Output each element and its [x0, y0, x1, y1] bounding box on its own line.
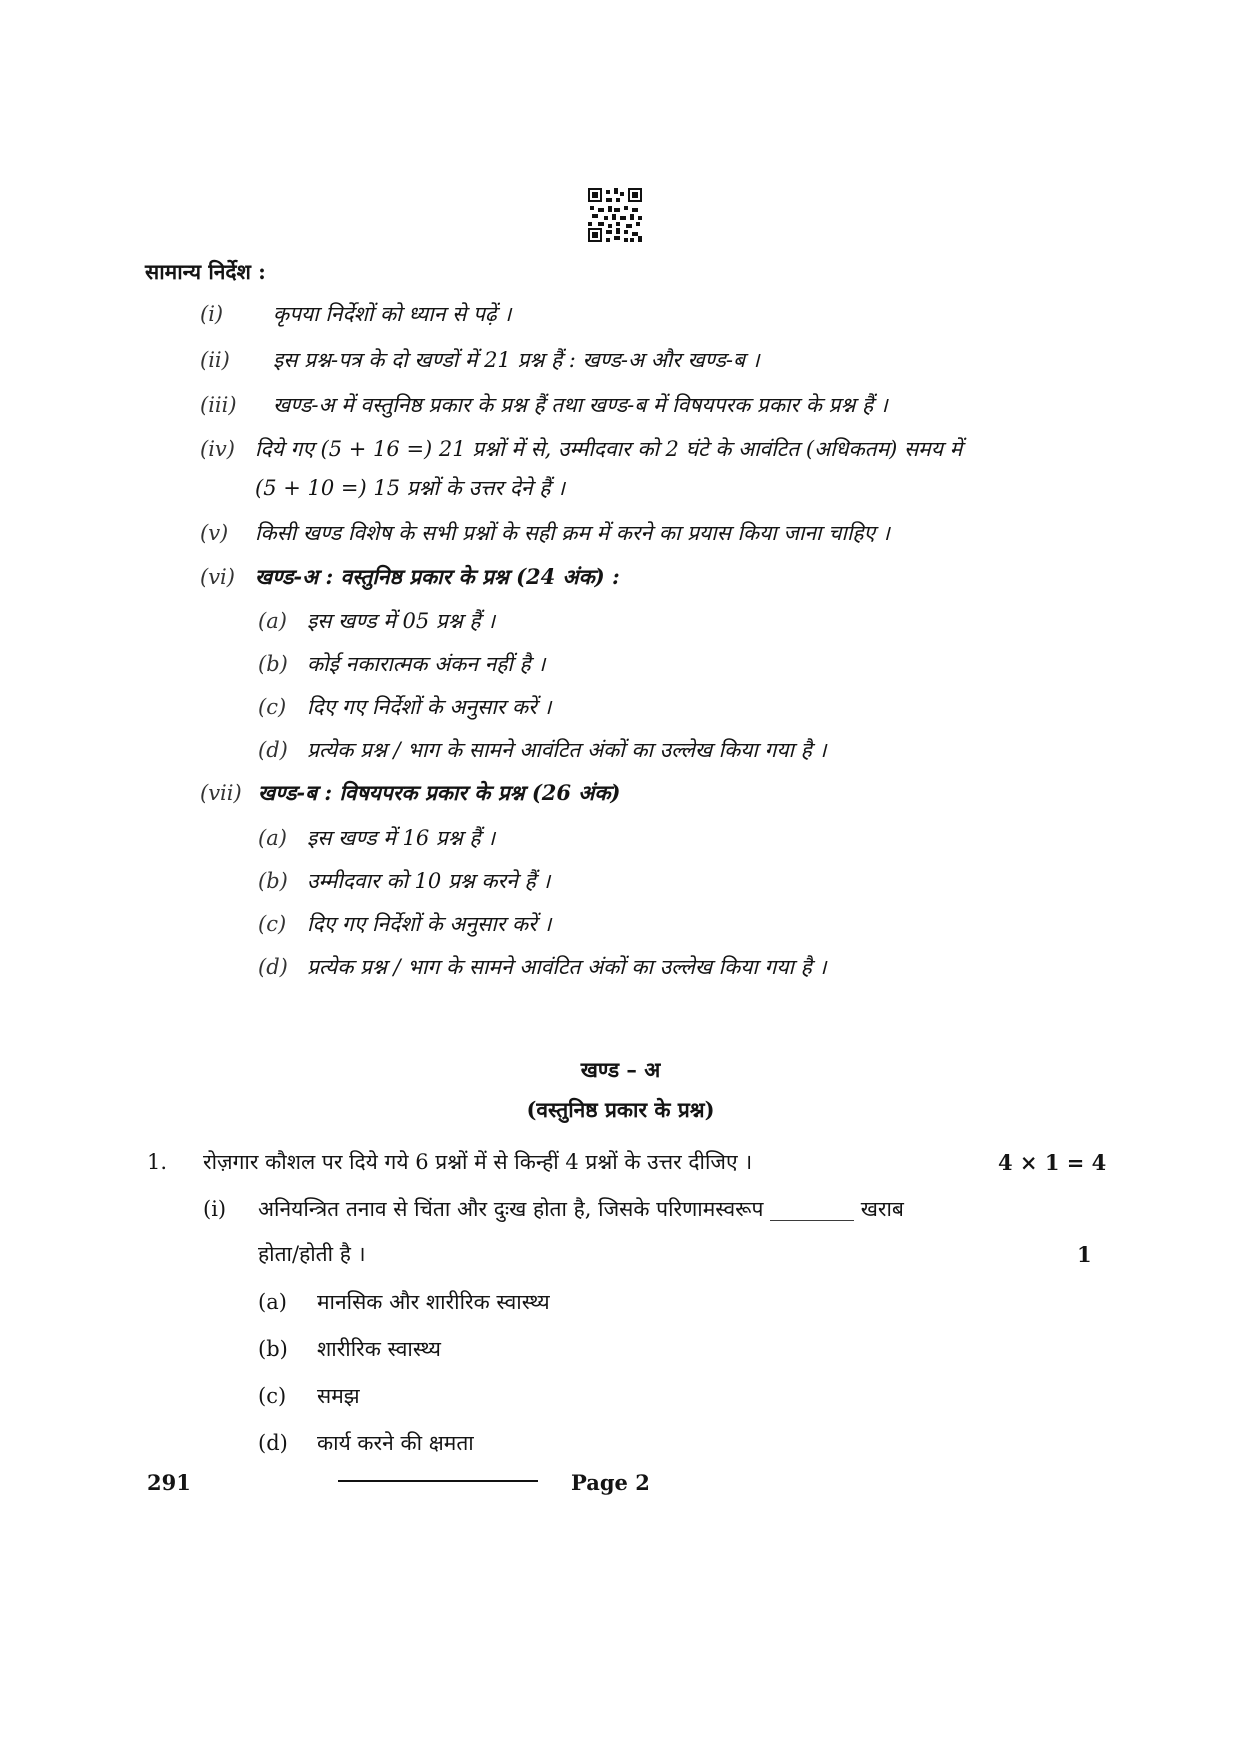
sub-item-num: (d) [258, 738, 288, 762]
sub-item-text: इस खण्ड में 16 प्रश्न हैं । [307, 826, 496, 850]
instruction-text-continued: (5 + 10 =) 15 प्रश्नों के उत्तर देने हैं । [255, 476, 566, 500]
question-text: रोज़गार कौशल पर दिये गये 6 प्रश्नों में से किन्हीं 4 प्रश्नों के उत्तर दीजिए । [203, 1150, 753, 1174]
instruction-num: (i) [200, 302, 224, 326]
section-title: खण्ड – अ [580, 1057, 661, 1082]
sub-item-text: प्रत्येक प्रश्न / भाग के सामने आवंटित अंकों का उल्लेख किया गया है । [307, 738, 827, 762]
sub-item-num: (b) [258, 869, 288, 893]
instruction-num: (ii) [200, 348, 230, 372]
sub-item-num: (c) [258, 912, 287, 936]
sub-item-num: (c) [258, 695, 287, 719]
instruction-num: (iv) [200, 437, 235, 461]
section-a-instruction: खण्ड-अ : वस्तुनिष्ठ प्रकार के प्रश्न (24 अंक) : [255, 564, 620, 589]
instruction-num: (v) [200, 521, 229, 545]
section-b-instruction: खण्ड-ब : विषयपरक प्रकार के प्रश्न (26 अंक) [258, 780, 621, 805]
sub-item-text: कोई नकारात्मक अंकन नहीं है । [307, 652, 546, 676]
sub-item-num: (a) [258, 826, 287, 850]
section-subtitle: (वस्तुनिष्ठ प्रकार के प्रश्न) [526, 1097, 715, 1122]
sub-item-text: प्रत्येक प्रश्न / भाग के सामने आवंटित अंकों का उल्लेख किया गया है । [307, 955, 827, 979]
sub-item-num: (b) [258, 652, 288, 676]
option-label: (b) [258, 1337, 288, 1361]
option-text: शारीरिक स्वास्थ्य [317, 1337, 441, 1361]
option-text: कार्य करने की क्षमता [317, 1431, 474, 1455]
instruction-text: दिये गए (5 + 16 =) 21 प्रश्नों में से, उम्मीदवार को 2 घंटे के आवंटित (अधिकतम) समय में [255, 437, 963, 461]
instruction-text: कृपया निर्देशों को ध्यान से पढ़ें । [273, 302, 512, 326]
sub-question-number: (i) [203, 1197, 227, 1221]
option-text: मानसिक और शारीरिक स्वास्थ्य [317, 1290, 550, 1314]
qr-code [588, 188, 642, 242]
instruction-num: (vii) [200, 781, 242, 805]
question-marks: 4 × 1 = 4 [998, 1150, 1107, 1175]
instruction-text: इस प्रश्न-पत्र के दो खण्डों में 21 प्रश्न हैं : खण्ड-अ और खण्ड-ब । [273, 348, 760, 372]
sub-question-text-continued: होता/होती है । [258, 1242, 366, 1266]
footer-divider [338, 1480, 538, 1482]
question-number: 1. [147, 1150, 168, 1174]
sub-item-text: इस खण्ड में 05 प्रश्न हैं । [307, 609, 496, 633]
page-number: Page 2 [571, 1470, 650, 1495]
sub-item-num: (d) [258, 955, 288, 979]
instructions-heading: सामान्य निर्देश : [145, 259, 266, 284]
sub-question-marks: 1 [1077, 1242, 1092, 1267]
option-text: समझ [317, 1384, 360, 1408]
option-label: (d) [258, 1431, 288, 1455]
paper-code: 291 [147, 1470, 191, 1495]
option-label: (a) [258, 1290, 287, 1314]
sub-item-text: उम्मीदवार को 10 प्रश्न करने हैं । [307, 869, 551, 893]
instruction-num: (iii) [200, 393, 237, 417]
instruction-num: (vi) [200, 565, 235, 589]
sub-item-num: (a) [258, 609, 287, 633]
instruction-text: खण्ड-अ में वस्तुनिष्ठ प्रकार के प्रश्न हैं तथा खण्ड-ब में विषयपरक प्रकार के प्रश्न हैं । [273, 393, 888, 417]
sub-question-text: अनियन्त्रित तनाव से चिंता और दुःख होता है, जिसके परिणामस्वरूप ________ खराब [258, 1197, 904, 1221]
sub-item-text: दिए गए निर्देशों के अनुसार करें । [307, 912, 552, 936]
sub-item-text: दिए गए निर्देशों के अनुसार करें । [307, 695, 552, 719]
option-label: (c) [258, 1384, 287, 1408]
instruction-text: किसी खण्ड विशेष के सभी प्रश्नों के सही क्रम में करने का प्रयास किया जाना चाहिए । [255, 521, 890, 545]
